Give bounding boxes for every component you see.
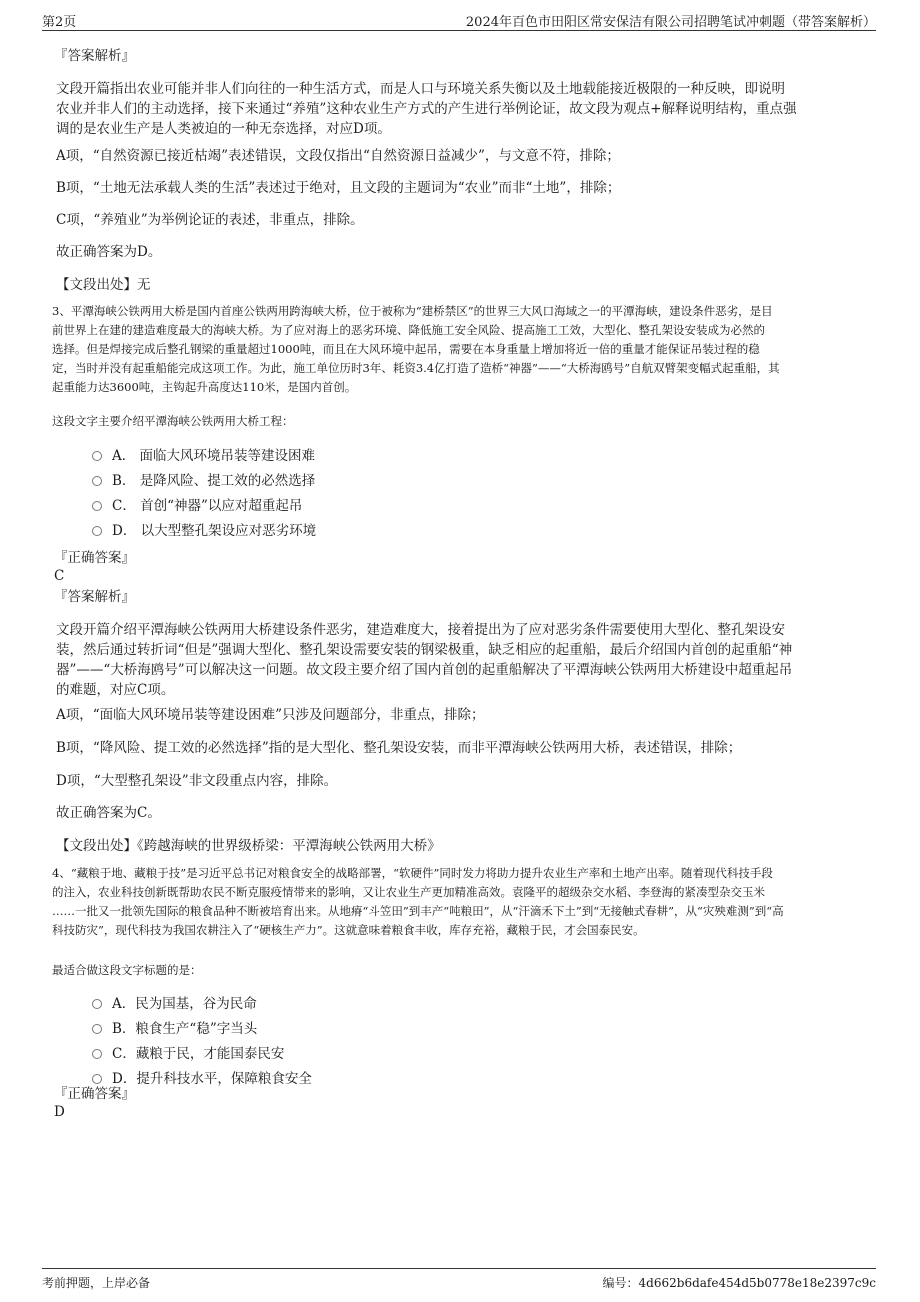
q2-option-b-analysis: B项，“土地无法承载人类的生活”表述过于绝对，且文段的主题词为“农业”而非“土地”，排除； bbox=[56, 180, 621, 196]
q3-analysis-text: 文段开篇介绍平潭海峡公铁两用大桥建设条件恶劣，建造难度大，接着提出为了应对恶劣条件需要使用大型化、整孔架设安 装，然后通过转折词“但是”强调大型化、整孔架设需要安装的钢梁极重，缺乏相应的起重船，最后介绍国内首创的起重船“神 器”——“大桥海鸥号”可以解决这一问题。故文段主要介绍了国内首创的起重船解决了平潭海峡公铁两用大桥建设中超重起吊 的难题，对应C项。 bbox=[56, 622, 793, 698]
radio-icon[interactable] bbox=[92, 451, 102, 461]
footer-slogan: 考前押题，上岸必备 bbox=[42, 1276, 151, 1290]
page-footer bbox=[42, 1268, 876, 1291]
q4-answer: D bbox=[54, 1104, 65, 1120]
q4-correct-label: 『正确答案』 bbox=[54, 1086, 135, 1102]
radio-icon[interactable] bbox=[92, 501, 102, 511]
q3-option-d[interactable]: D． 以大型整孔架设应对恶劣环境 bbox=[92, 521, 316, 541]
q4-option-d[interactable]: D．提升科技水平，保障粮食安全 bbox=[92, 1069, 312, 1089]
q4-stem: 4、“藏粮于地、藏粮于技”是习近平总书记对粮食安全的战略部署，“软硬件”同时发力将助力提升农业生产率和土地产出率。随着现代科技手段 的注入，农业科技创新既帮助农民不断克服疫情带来的影响，又让农业生产更加精准高效。袁隆平的超级杂交水稻、李登海的紧凑型杂交玉米 ……一批又一批领先国际的粮食品种不断被培育出来。从地瘠“斗笠田”到丰产“吨粮田”，从“汗滴禾下土”到“无接触式春耕”，从“灾殃难测”到“高 科技防灾”，现代科技为我国农耕注入了“硬核生产力”。这就意味着粮食丰收，库存充裕，藏粮于民，才会国泰民安。 bbox=[52, 866, 784, 937]
page-number: 第2页 bbox=[42, 15, 77, 30]
q2-conclusion: 故正确答案为D。 bbox=[56, 244, 162, 260]
q2-analysis-text: 文段开篇指出农业可能并非人们向往的一种生活方式，而是人口与环境关系失衡以及土地载能接近极限的一种反映，即说明 农业并非人们的主动选择，接下来通过“养殖”这种农业生产方式的产生进行举例论证，故文段为观点+解释说明结构，重点强 调的是农业生产是人类被迫的一种无奈选择，对应D项。 bbox=[56, 81, 797, 137]
radio-icon[interactable] bbox=[92, 999, 102, 1009]
q2-source: 【文段出处】无 bbox=[56, 277, 151, 293]
q3-option-a-analysis: A项，“面临大风环境吊装等建设困难”只涉及问题部分，非重点，排除； bbox=[56, 707, 485, 723]
radio-icon[interactable] bbox=[92, 1024, 102, 1034]
q3-option-a[interactable]: A． 面临大风环境吊装等建设困难 bbox=[92, 446, 315, 466]
document-title: 2024年百色市田阳区常安保洁有限公司招聘笔试冲刺题（带答案解析） bbox=[465, 15, 876, 30]
q2-option-c-analysis: C项，“养殖业”为举例论证的表述，非重点，排除。 bbox=[56, 212, 364, 228]
q3-option-b[interactable]: B． 是降风险、提工效的必然选择 bbox=[92, 471, 315, 491]
radio-icon[interactable] bbox=[92, 1049, 102, 1059]
q3-source: 【文段出处】《跨越海峡的世界级桥梁：平潭海峡公铁两用大桥》 bbox=[56, 838, 441, 854]
q3-stem: 3、平潭海峡公铁两用大桥是国内首座公铁两用跨海峡大桥，位于被称为“建桥禁区”的世界三大风口海域之一的平潭海峡，建设条件恶劣，是目 前世界上在建的建造难度最大的海峡大桥。为了应对海上的恶劣环境、降低施工安全风险、提高施工工效，大型化、整孔架设安装成为必然的 选择。但是焊接完成后整孔钢梁的重量超过1000吨，而且在大风环境中起吊，需要在本身重量上增加将近一倍的重量才能保证吊装过程的稳 定，当时并没有起重船能完成这项工作。为此，施工单位历时3年、耗资3.4亿打造了造桥“神器”——“大桥海鸥号”自航双臂架变幅式起重船，其 起重能力达3600吨，主钩起升高度达110米，是国内首创。 bbox=[52, 304, 780, 394]
radio-icon[interactable] bbox=[92, 526, 102, 536]
q3-analysis-label: 『答案解析』 bbox=[54, 589, 135, 605]
page-header bbox=[42, 8, 876, 31]
q3-option-c[interactable]: C． 首创“神器”以应对超重起吊 bbox=[92, 496, 302, 516]
q4-option-b[interactable]: B．粮食生产“稳”字当头 bbox=[92, 1019, 257, 1039]
radio-icon[interactable] bbox=[92, 1074, 102, 1084]
q4-prompt: 最适合做这段文字标题的是： bbox=[52, 963, 202, 977]
document-code: 编号：4d662b6dafe454d5b0778e18e2397c9c bbox=[602, 1276, 876, 1290]
q3-correct-label: 『正确答案』 bbox=[54, 550, 135, 566]
radio-icon[interactable] bbox=[92, 476, 102, 486]
q3-option-d-analysis: D项，“大型整孔架设”非文段重点内容，排除。 bbox=[56, 773, 338, 789]
q3-conclusion: 故正确答案为C。 bbox=[56, 805, 161, 821]
q4-option-c[interactable]: C．藏粮于民，才能国泰民安 bbox=[92, 1044, 284, 1064]
q3-prompt: 这段文字主要介绍平潭海峡公铁两用大桥工程： bbox=[52, 414, 294, 428]
q2-analysis-label: 『答案解析』 bbox=[54, 48, 135, 64]
q2-option-a-analysis: A项，“自然资源已接近枯竭”表述错误，文段仅指出“自然资源日益减少”，与文意不符，排除； bbox=[56, 148, 620, 164]
q4-option-a[interactable]: A．民为国基，谷为民命 bbox=[92, 994, 257, 1014]
q3-option-b-analysis: B项，“降风险、提工效的必然选择”指的是大型化、整孔架设安装，而非平潭海峡公铁两用大桥，表述错误，排除； bbox=[56, 740, 742, 756]
q3-answer: C bbox=[54, 568, 65, 584]
